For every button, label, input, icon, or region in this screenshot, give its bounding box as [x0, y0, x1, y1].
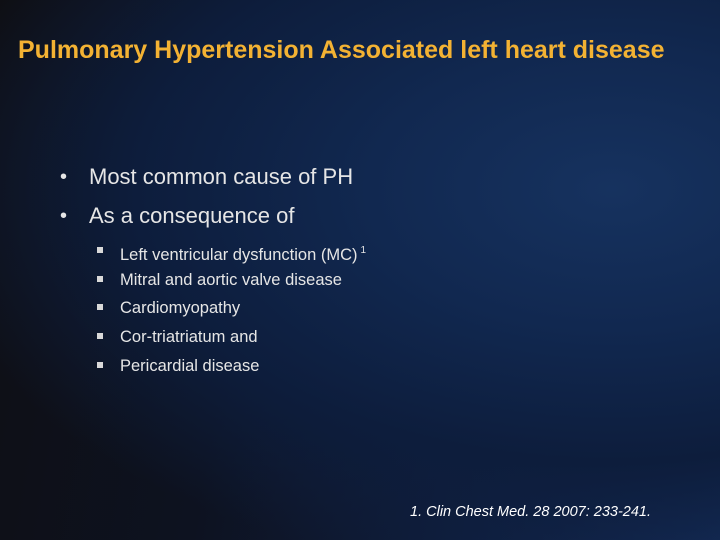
square-bullet-icon	[97, 276, 103, 282]
square-bullet-icon	[97, 304, 103, 310]
bullet-list	[60, 162, 353, 240]
bullet-text: Most common cause of PH	[89, 164, 354, 189]
sub-bullet-item	[97, 352, 366, 381]
bullet-item	[60, 201, 353, 240]
reference-citation: 1. Clin Chest Med. 28 2007: 233-241.	[410, 504, 652, 520]
sub-bullet-item	[97, 266, 366, 295]
footnote-marker: 1	[360, 245, 367, 256]
bullet-marker: •	[60, 205, 68, 227]
sub-bullet-item	[97, 237, 366, 266]
bullet-text: As a consequence of	[89, 203, 295, 228]
bullet-marker: •	[60, 166, 68, 188]
square-bullet-icon	[97, 362, 103, 368]
sub-bullet-text: Cardiomyopathy	[120, 299, 241, 318]
square-bullet-icon	[97, 247, 103, 253]
sub-bullet-item	[97, 294, 366, 323]
bullet-item	[60, 162, 353, 201]
slide-title: Pulmonary Hypertension Associated left heart disease	[18, 36, 665, 64]
sub-bullet-item	[97, 323, 366, 352]
sub-bullet-text: Pericardial disease	[120, 356, 260, 375]
sub-bullet-text: Mitral and aortic valve disease	[120, 270, 342, 289]
square-bullet-icon	[97, 333, 103, 339]
sub-bullet-text: Cor-triatriatum and	[120, 328, 258, 347]
sub-bullet-list	[97, 237, 366, 380]
sub-bullet-text: Left ventricular dysfunction (MC)	[120, 246, 358, 264]
